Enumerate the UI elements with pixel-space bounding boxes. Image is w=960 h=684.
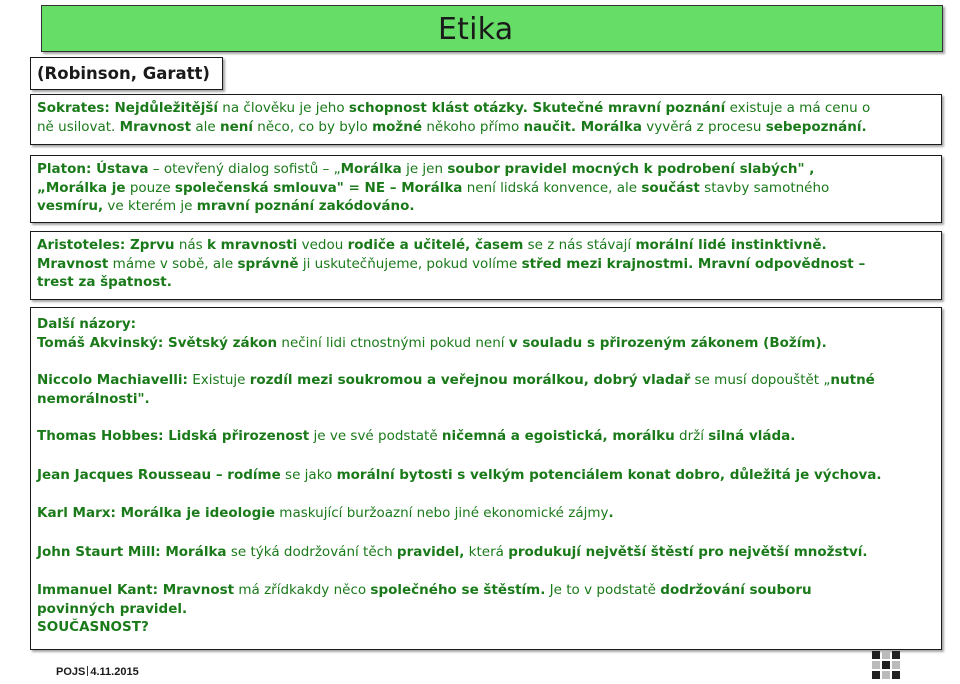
kant-line-1: Immanuel Kant: Mravnost má zřídkakdy něco společného se štěstím. Je to v podstatě dodržování souboru xyxy=(37,582,812,598)
socrates-section xyxy=(30,94,942,145)
socrates-line-1: Sokrates: Nejdůležitější na člověku je jeho schopnost klást otázky. Skutečné mravní poznání existuje a má cenu o xyxy=(37,100,871,116)
platon-section xyxy=(30,155,942,223)
platon-line-1: Platon: Ústava – otevřený dialog sofistů – „Morálka je jen soubor pravidel mocných k podrobení slabých" , xyxy=(37,161,815,177)
footer xyxy=(56,666,139,678)
aristoteles-line-2: Mravnost máme v sobě, ale správně ji uskutečňujeme, pokud volíme střed mezi krajnostmi. Mravní odpovědnost – xyxy=(37,255,866,272)
hobbes-line: Thomas Hobbes: Lidská přirozenost je ve své podstatě ničemná a egoistická, morálku drží silná vláda. xyxy=(37,428,796,444)
aristoteles-section xyxy=(30,231,942,300)
mill-line: John Staurt Mill: Morálka se týká dodržování těch pravidel, která produkují největší štěstí pro největší množství. xyxy=(37,543,868,560)
author-box xyxy=(30,57,223,90)
footer-date: 4.11.2015 xyxy=(90,666,139,678)
platon-line-3: vesmíru, ve kterém je mravní poznání zakódováno. xyxy=(37,198,415,214)
machiavelli-line-1: Niccolo Machiavelli: Existuje rozdíl mezi soukromou a veřejnou morálkou, dobrý vladař se musí dopouštět „nutné xyxy=(37,372,875,388)
platon-line-2: „Morálka je pouze společenská smlouva" = NE – Morálka není lidská konvence, ale součást stavby samotného xyxy=(37,179,830,196)
other-views-section xyxy=(30,307,942,650)
kant-line-3: SOUČASNOST? xyxy=(37,619,149,635)
aristoteles-line-1: Aristoteles: Zprvu nás k mravnosti vedou rodiče a učitelé, časem se z nás stávají morální lidé instinktivně. xyxy=(37,237,827,253)
footer-separator xyxy=(87,666,88,676)
grid-logo-icon xyxy=(872,651,902,681)
aristoteles-line-3: trest za špatnost. xyxy=(37,274,172,290)
footer-org: POJS xyxy=(56,666,86,678)
rousseau-line: Jean Jacques Rousseau – rodíme se jako morální bytosti s velkým potenciálem konat dobro, důležitá je výchova. xyxy=(37,466,882,483)
author-label: (Robinson, Garatt) xyxy=(37,64,210,83)
marx-line: Karl Marx: Morálka je ideologie maskující buržoazní nebo jiné ekonomické zájmy. xyxy=(37,505,614,521)
socrates-line-2: ně usilovat. Mravnost ale není něco, co by bylo možné někoho přímo naučit. Morálka vyvěrá z procesu sebepoznání. xyxy=(37,118,867,135)
kant-line-2: povinných pravidel. xyxy=(37,600,188,617)
other-views-heading: Další názory: xyxy=(37,316,137,332)
machiavelli-line-2: nemorálnosti". xyxy=(37,390,150,407)
aquinas-line: Tomáš Akvinský: Světský zákon nečiní lidi ctnostnými pokud není v souladu s přirozeným zákonem (Božím). xyxy=(37,334,827,351)
page-title: Etika xyxy=(438,12,514,47)
